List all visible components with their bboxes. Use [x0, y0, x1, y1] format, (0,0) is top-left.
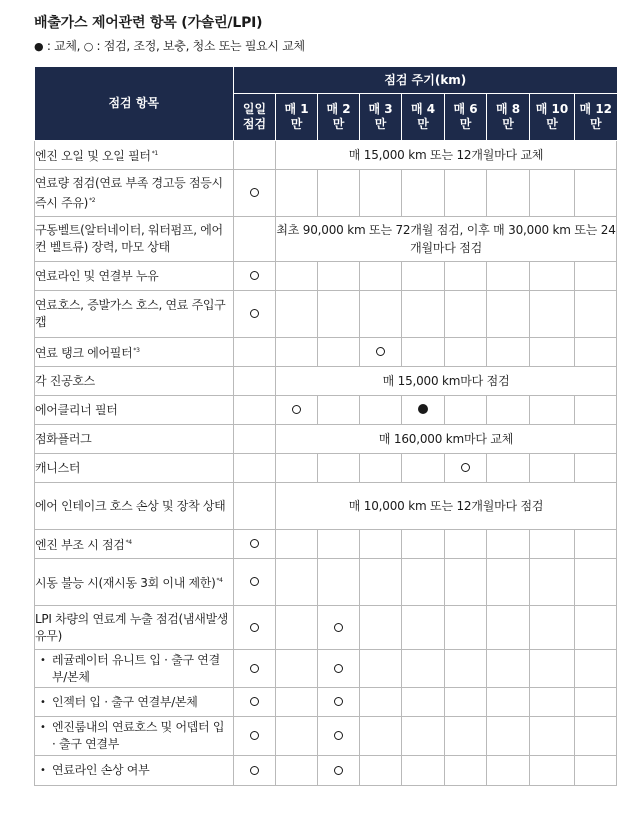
- table-row: [35, 650, 617, 688]
- inspect-circle-icon: [250, 539, 259, 548]
- table-row: [35, 606, 617, 650]
- footnote-ref: *4: [125, 539, 132, 546]
- schedule-cell: [276, 650, 318, 688]
- item-column-header: 점검 항목: [35, 67, 234, 141]
- schedule-cell: [445, 688, 487, 717]
- full-circle-icon: ●: [34, 40, 44, 53]
- schedule-cell: [445, 170, 487, 217]
- item-text: 연료라인 손상 여부: [52, 763, 150, 777]
- schedule-cell: [530, 396, 575, 425]
- row-item-label: [35, 262, 234, 291]
- schedule-cell: [360, 338, 402, 367]
- legend-replace-text: : 교체,: [43, 39, 84, 53]
- schedule-cell: [318, 756, 360, 786]
- schedule-cell: [530, 756, 575, 786]
- schedule-cell: [360, 606, 402, 650]
- inspect-circle-icon: [376, 347, 385, 356]
- schedule-cell: [318, 650, 360, 688]
- schedule-cell: [234, 483, 276, 530]
- schedule-cell: [445, 454, 487, 483]
- schedule-cell: [276, 606, 318, 650]
- period-header-5: 매 6 만: [445, 94, 487, 141]
- schedule-cell: [360, 688, 402, 717]
- period-header-7: 매 10 만: [530, 94, 575, 141]
- inspect-circle-icon: [461, 463, 470, 472]
- schedule-cell: [276, 262, 318, 291]
- schedule-cell: [575, 559, 617, 606]
- schedule-cell: [318, 559, 360, 606]
- period-group-header: 점검 주기(km): [234, 67, 617, 94]
- row-item-label: [35, 396, 234, 425]
- inspect-circle-icon: [250, 697, 259, 706]
- schedule-cell: [530, 530, 575, 559]
- table-row: [35, 170, 617, 217]
- schedule-cell: [276, 338, 318, 367]
- schedule-cell: [234, 170, 276, 217]
- schedule-cell: [402, 396, 445, 425]
- schedule-cell: [575, 291, 617, 338]
- inspect-circle-icon: [250, 309, 259, 318]
- schedule-cell: [530, 262, 575, 291]
- schedule-cell: [575, 688, 617, 717]
- schedule-cell: [530, 688, 575, 717]
- inspect-circle-icon: [250, 664, 259, 673]
- inspect-circle-icon: [334, 623, 343, 632]
- schedule-cell: [487, 291, 530, 338]
- table-row: [35, 291, 617, 338]
- schedule-cell: [445, 530, 487, 559]
- row-item-label: [35, 717, 234, 756]
- legend: [34, 37, 305, 54]
- row-item-label: [35, 425, 234, 454]
- inspect-circle-icon: [334, 731, 343, 740]
- item-text: 연료량 점검(연료 부족 경고등 점등시 즉시 주유): [35, 175, 223, 210]
- schedule-cell: [318, 291, 360, 338]
- row-item-label: [35, 483, 234, 530]
- schedule-cell: [318, 454, 360, 483]
- row-item-label: [35, 141, 234, 170]
- table-row: [35, 141, 617, 170]
- schedule-cell: [487, 396, 530, 425]
- row-item-label: [35, 217, 234, 262]
- item-text: 점화플러그: [35, 431, 92, 446]
- schedule-cell: [318, 396, 360, 425]
- schedule-cell: [530, 170, 575, 217]
- item-text: 엔진룸내의 연료호스 및 어뎁터 입 · 출구 연결부: [52, 720, 225, 751]
- schedule-cell: [530, 650, 575, 688]
- period-header-2: 매 2 만: [318, 94, 360, 141]
- interval-text: 매 10,000 km 또는 12개월마다 점검: [276, 483, 617, 530]
- schedule-cell: [445, 338, 487, 367]
- row-item-label: [35, 756, 234, 786]
- schedule-cell: [445, 717, 487, 756]
- row-item-label: [35, 291, 234, 338]
- schedule-cell: [402, 756, 445, 786]
- schedule-cell: [234, 650, 276, 688]
- table-row: [35, 454, 617, 483]
- schedule-cell: [318, 688, 360, 717]
- schedule-cell: [575, 756, 617, 786]
- schedule-cell: [445, 291, 487, 338]
- schedule-cell: [234, 606, 276, 650]
- table-row: [35, 425, 617, 454]
- schedule-cell: [530, 291, 575, 338]
- schedule-cell: [402, 688, 445, 717]
- item-text: 연료라인 및 연결부 누유: [35, 268, 159, 283]
- schedule-cell: [360, 756, 402, 786]
- table-row: [35, 262, 617, 291]
- item-text: 각 진공호스: [35, 373, 95, 388]
- table-row: [35, 483, 617, 530]
- schedule-cell: [487, 688, 530, 717]
- schedule-cell: [487, 454, 530, 483]
- inspect-circle-icon: [250, 577, 259, 586]
- schedule-cell: [575, 717, 617, 756]
- row-item-label: [35, 338, 234, 367]
- table-row: [35, 217, 617, 262]
- period-header-6: 매 8 만: [487, 94, 530, 141]
- inspect-circle-icon: [250, 623, 259, 632]
- schedule-cell: [234, 338, 276, 367]
- schedule-cell: [402, 454, 445, 483]
- schedule-cell: [530, 606, 575, 650]
- period-header-3: 매 3 만: [360, 94, 402, 141]
- table-row: [35, 367, 617, 396]
- period-header-4: 매 4 만: [402, 94, 445, 141]
- schedule-cell: [234, 367, 276, 396]
- period-header-0: 일일 점검: [234, 94, 276, 141]
- schedule-cell: [234, 396, 276, 425]
- schedule-cell: [402, 170, 445, 217]
- schedule-cell: [575, 606, 617, 650]
- schedule-cell: [530, 717, 575, 756]
- inspect-circle-icon: [250, 731, 259, 740]
- schedule-cell: [276, 756, 318, 786]
- schedule-cell: [276, 717, 318, 756]
- schedule-cell: [445, 650, 487, 688]
- inspect-circle-icon: [334, 766, 343, 775]
- item-text: 에어클리너 필터: [35, 402, 118, 417]
- schedule-cell: [234, 688, 276, 717]
- inspect-circle-icon: [334, 664, 343, 673]
- schedule-cell: [487, 262, 530, 291]
- replace-dot-icon: [418, 404, 428, 414]
- schedule-cell: [234, 454, 276, 483]
- schedule-cell: [234, 141, 276, 170]
- item-text: 연료호스, 증발가스 호스, 연료 주입구 캡: [35, 298, 226, 329]
- schedule-cell: [360, 262, 402, 291]
- schedule-cell: [234, 262, 276, 291]
- schedule-cell: [445, 262, 487, 291]
- schedule-cell: [234, 291, 276, 338]
- footnote-ref: *4: [216, 577, 223, 584]
- item-text: 레귤레이터 유니트 입 · 출구 연결부/본체: [52, 652, 220, 684]
- row-item-label: [35, 170, 234, 217]
- schedule-cell: [530, 338, 575, 367]
- schedule-cell: [575, 262, 617, 291]
- schedule-cell: [402, 606, 445, 650]
- interval-text: 매 160,000 km마다 교체: [276, 425, 617, 454]
- schedule-cell: [234, 559, 276, 606]
- schedule-cell: [234, 530, 276, 559]
- schedule-cell: [445, 559, 487, 606]
- row-item-label: [35, 650, 234, 688]
- schedule-cell: [487, 756, 530, 786]
- footnote-ref: *3: [133, 347, 140, 354]
- schedule-cell: [360, 530, 402, 559]
- row-item-label: [35, 367, 234, 396]
- item-text: 에어 인테이크 호스 손상 및 장착 상태: [35, 498, 226, 513]
- interval-text: 매 15,000 km 또는 12개월마다 교체: [276, 141, 617, 170]
- footnote-ref: *2: [89, 196, 96, 204]
- row-item-label: [35, 559, 234, 606]
- footnote-ref: *1: [151, 150, 158, 157]
- period-header-1: 매 1 만: [276, 94, 318, 141]
- table-row: [35, 338, 617, 367]
- schedule-cell: [318, 338, 360, 367]
- schedule-cell: [360, 717, 402, 756]
- schedule-cell: [276, 559, 318, 606]
- row-item-label: [35, 688, 234, 717]
- item-text: LPI 차량의 연료계 누출 점검(냄새발생 유무): [35, 611, 229, 643]
- schedule-cell: [276, 530, 318, 559]
- schedule-cell: [360, 291, 402, 338]
- table-row: [35, 688, 617, 717]
- schedule-cell: [530, 559, 575, 606]
- bullet-icon: •: [40, 696, 46, 708]
- schedule-cell: [402, 650, 445, 688]
- bullet-icon: •: [40, 765, 46, 776]
- schedule-cell: [360, 396, 402, 425]
- schedule-cell: [575, 396, 617, 425]
- schedule-cell: [530, 454, 575, 483]
- schedule-cell: [575, 530, 617, 559]
- schedule-cell: [402, 717, 445, 756]
- schedule-cell: [234, 717, 276, 756]
- schedule-cell: [276, 396, 318, 425]
- schedule-cell: [318, 262, 360, 291]
- inspect-circle-icon: [292, 405, 301, 414]
- schedule-cell: [276, 688, 318, 717]
- inspect-circle-icon: [250, 271, 259, 280]
- schedule-cell: [575, 170, 617, 217]
- schedule-cell: [234, 756, 276, 786]
- schedule-cell: [445, 396, 487, 425]
- schedule-cell: [487, 559, 530, 606]
- schedule-cell: [487, 530, 530, 559]
- item-text: 인젝터 입 · 출구 연결부/본체: [52, 694, 198, 709]
- legend-inspect-text: : 점검, 조정, 보충, 청소 또는 필요시 교체: [93, 39, 305, 53]
- table-row: [35, 559, 617, 606]
- schedule-cell: [487, 650, 530, 688]
- inspect-circle-icon: [250, 766, 259, 775]
- interval-text: 매 15,000 km마다 점검: [276, 367, 617, 396]
- schedule-cell: [360, 559, 402, 606]
- schedule-cell: [360, 650, 402, 688]
- schedule-cell: [276, 454, 318, 483]
- schedule-cell: [234, 425, 276, 454]
- inspect-circle-icon: [250, 188, 259, 197]
- item-text: 엔진 오일 및 오일 필터: [35, 149, 151, 163]
- schedule-cell: [318, 606, 360, 650]
- interval-text: 최초 90,000 km 또는 72개월 점검, 이후 매 30,000 km 또는 24개월마다 점검: [276, 217, 617, 262]
- schedule-cell: [487, 170, 530, 217]
- row-item-label: [35, 530, 234, 559]
- item-text: 캐니스터: [35, 460, 81, 475]
- schedule-cell: [445, 756, 487, 786]
- schedule-cell: [402, 338, 445, 367]
- bullet-icon: •: [40, 722, 46, 733]
- item-text: 시동 불능 시(재시동 3회 이내 제한): [35, 576, 216, 590]
- schedule-cell: [402, 559, 445, 606]
- schedule-cell: [575, 338, 617, 367]
- schedule-cell: [445, 606, 487, 650]
- schedule-cell: [276, 291, 318, 338]
- schedule-cell: [402, 262, 445, 291]
- inspect-circle-icon: [334, 697, 343, 706]
- schedule-cell: [575, 650, 617, 688]
- schedule-cell: [487, 338, 530, 367]
- table-row: [35, 530, 617, 559]
- empty-circle-icon: ○: [83, 40, 94, 53]
- schedule-cell: [487, 606, 530, 650]
- period-header-8: 매 12 만: [575, 94, 617, 141]
- row-item-label: [35, 606, 234, 650]
- schedule-cell: [234, 217, 276, 262]
- schedule-cell: [318, 530, 360, 559]
- schedule-cell: [575, 454, 617, 483]
- schedule-cell: [402, 291, 445, 338]
- table-row: [35, 756, 617, 786]
- table-row: [35, 717, 617, 756]
- bullet-icon: •: [40, 654, 46, 666]
- schedule-cell: [318, 717, 360, 756]
- table-row: [35, 396, 617, 425]
- schedule-cell: [402, 530, 445, 559]
- row-item-label: [35, 454, 234, 483]
- schedule-cell: [360, 454, 402, 483]
- schedule-table: [34, 66, 617, 786]
- page-title: 배출가스 제어관련 항목 (가솔린/LPI): [34, 15, 263, 31]
- item-text: 연료 탱크 에어필터: [35, 346, 133, 360]
- item-text: 구동벨트(알터네이터, 워터펌프, 에어컨 벨트류) 장력, 마모 상태: [35, 223, 223, 254]
- schedule-cell: [318, 170, 360, 217]
- schedule-cell: [487, 717, 530, 756]
- item-text: 엔진 부조 시 점검: [35, 538, 125, 552]
- schedule-cell: [360, 170, 402, 217]
- schedule-cell: [276, 170, 318, 217]
